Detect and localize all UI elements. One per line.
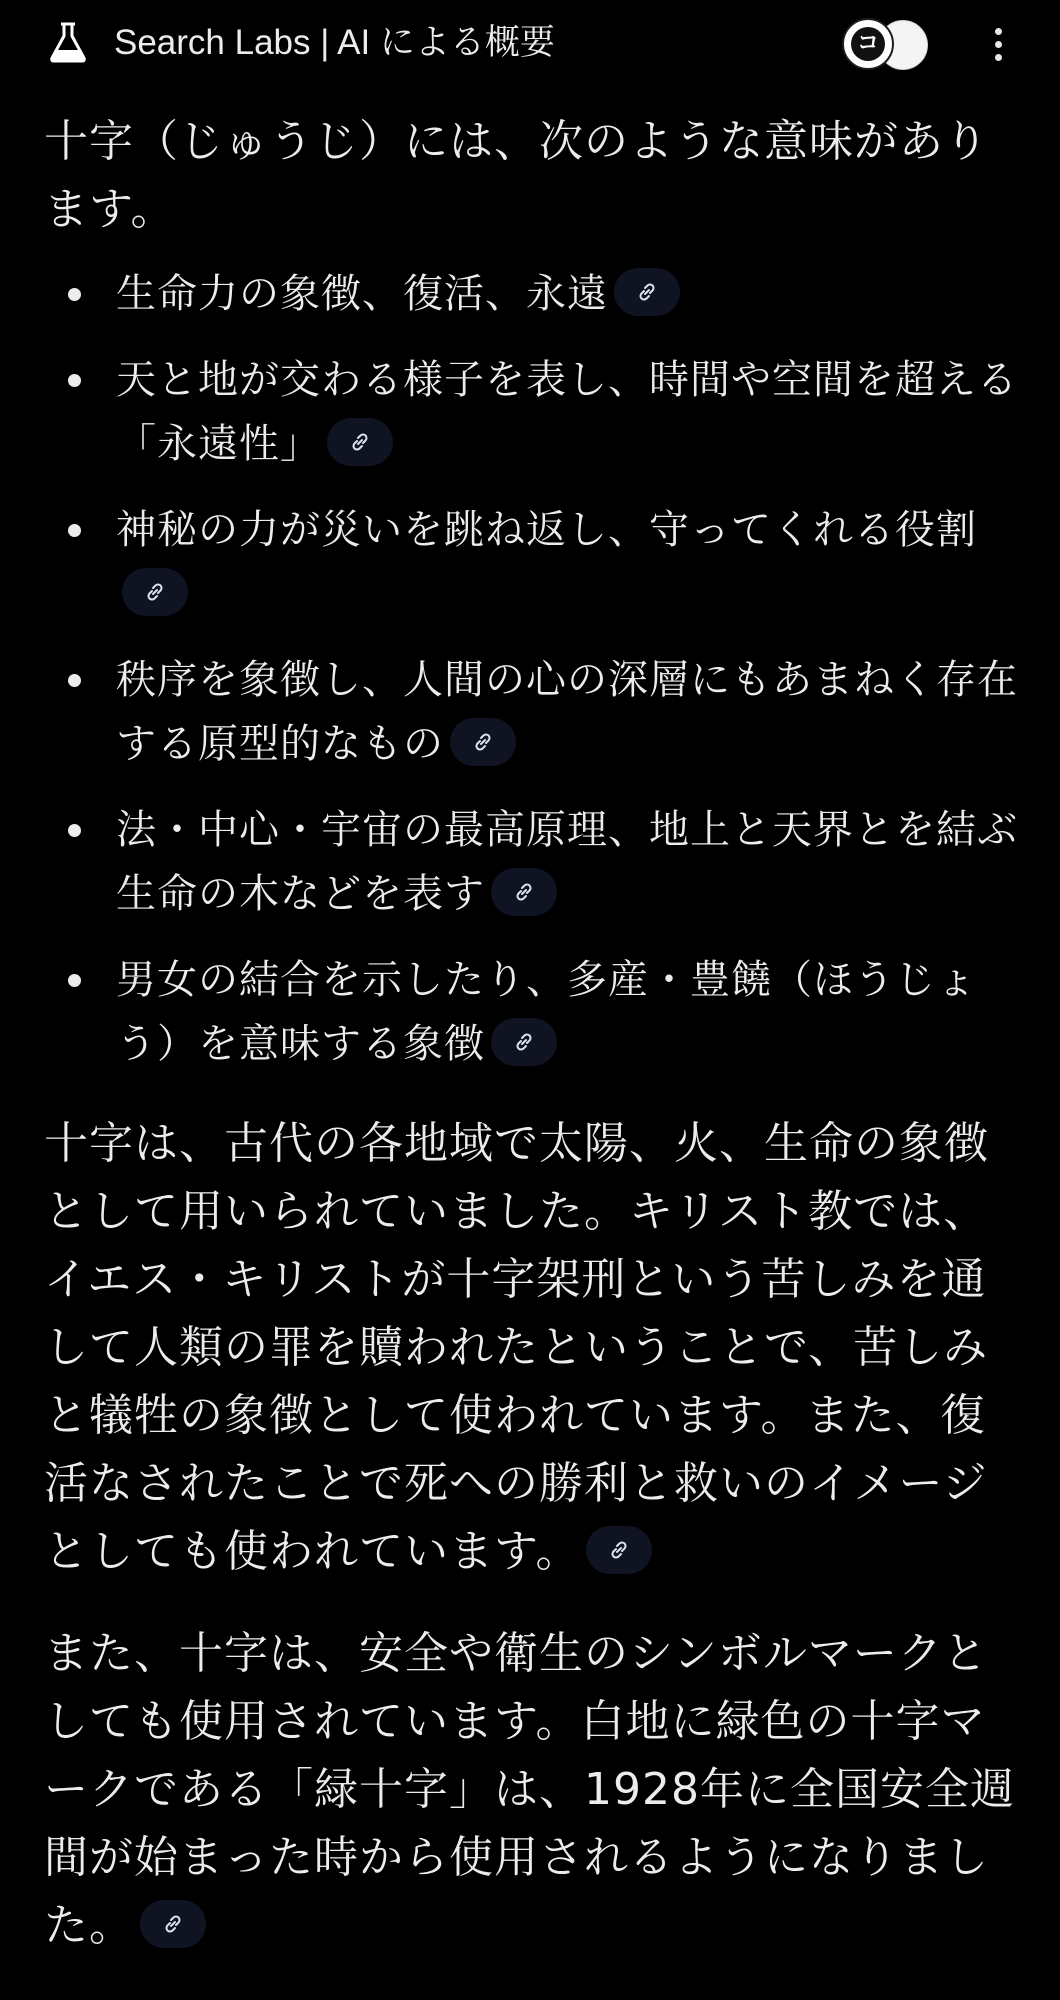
bullet-dot [68, 524, 81, 537]
link-icon [607, 1538, 631, 1562]
list-item [44, 948, 1024, 1076]
link-icon [161, 1912, 185, 1936]
list-item-text: 天と地が交わる様子を表し、時間や空間を超える「永遠性」 [116, 357, 1018, 467]
bullet-dot [68, 288, 81, 301]
source-link-button[interactable] [491, 1018, 557, 1066]
intro-paragraph [44, 108, 1024, 244]
avatar-mark [891, 41, 919, 49]
history-paragraph [44, 1110, 1024, 1586]
link-icon [512, 880, 536, 904]
link-icon [512, 1030, 536, 1054]
list-item-text: 男女の結合を示したり、多産・豊饒（ほうじょう）を意味する象徴 [116, 957, 977, 1067]
list-item-text: 神秘の力が災いを跳ね返し、守ってくれる役割 [116, 507, 977, 553]
meaning-list [44, 262, 1024, 1076]
list-item-text: 秩序を象徴し、人間の心の深層にもあまねく存在する原型的なもの [116, 657, 1018, 767]
list-item [44, 348, 1024, 476]
source-link-button[interactable] [140, 1900, 206, 1948]
safety-text: また、十字は、安全や衛生のシンボルマークとしても使用されています。白地に緑色の十字マークである「緑十字」は、1928年に全国安全週間が始まった時から使用されるようになりました。 [44, 1628, 1015, 1951]
list-item-text: 法・中心・宇宙の最高原理、地上と天界とを結ぶ生命の木などを表す [116, 807, 1018, 917]
bullet-dot [68, 824, 81, 837]
avatar-badge: コ [851, 27, 885, 61]
list-item [44, 498, 1024, 626]
list-item [44, 262, 1024, 326]
more-vertical-icon [995, 28, 1002, 35]
flask-icon[interactable] [44, 18, 92, 66]
source-link-button[interactable] [491, 868, 557, 916]
list-item [44, 798, 1024, 926]
account-avatars[interactable] [842, 16, 936, 72]
list-item [44, 648, 1024, 776]
app-title: Search Labs | AI による概要 [114, 23, 555, 62]
link-icon [348, 430, 372, 454]
more-vertical-icon-dot [995, 41, 1002, 48]
intro-text: 十字（じゅうじ）には、次のような意味があります。 [44, 116, 989, 235]
source-link-button[interactable] [122, 568, 188, 616]
source-link-button[interactable] [327, 418, 393, 466]
bullet-dot [68, 374, 81, 387]
link-icon [635, 280, 659, 304]
ai-overview-content [44, 108, 1024, 1960]
more-options-button[interactable] [980, 22, 1016, 66]
list-item-text: 生命力の象徴、復活、永遠 [116, 271, 608, 317]
bullet-dot [68, 674, 81, 687]
bullet-dot [68, 974, 81, 987]
source-link-button[interactable] [586, 1526, 652, 1574]
avatar[interactable] [842, 18, 894, 70]
top-bar [0, 0, 1060, 88]
link-icon [143, 580, 167, 604]
paragraph-gap [44, 1586, 1024, 1620]
source-link-button[interactable] [614, 268, 680, 316]
more-vertical-icon-dot [995, 54, 1002, 61]
source-link-button[interactable] [450, 718, 516, 766]
safety-paragraph [44, 1620, 1024, 1960]
link-icon [471, 730, 495, 754]
history-text: 十字は、古代の各地域で太陽、火、生命の象徴として用いられていました。キリスト教では、イエス・キリストが十字架刑という苦しみを通して人類の罪を贖われたということで、苦しみと犠牲の象徴として使われています。また、復活なされたことで死への勝利と救いのイメージとしても使われています。 [44, 1118, 989, 1577]
